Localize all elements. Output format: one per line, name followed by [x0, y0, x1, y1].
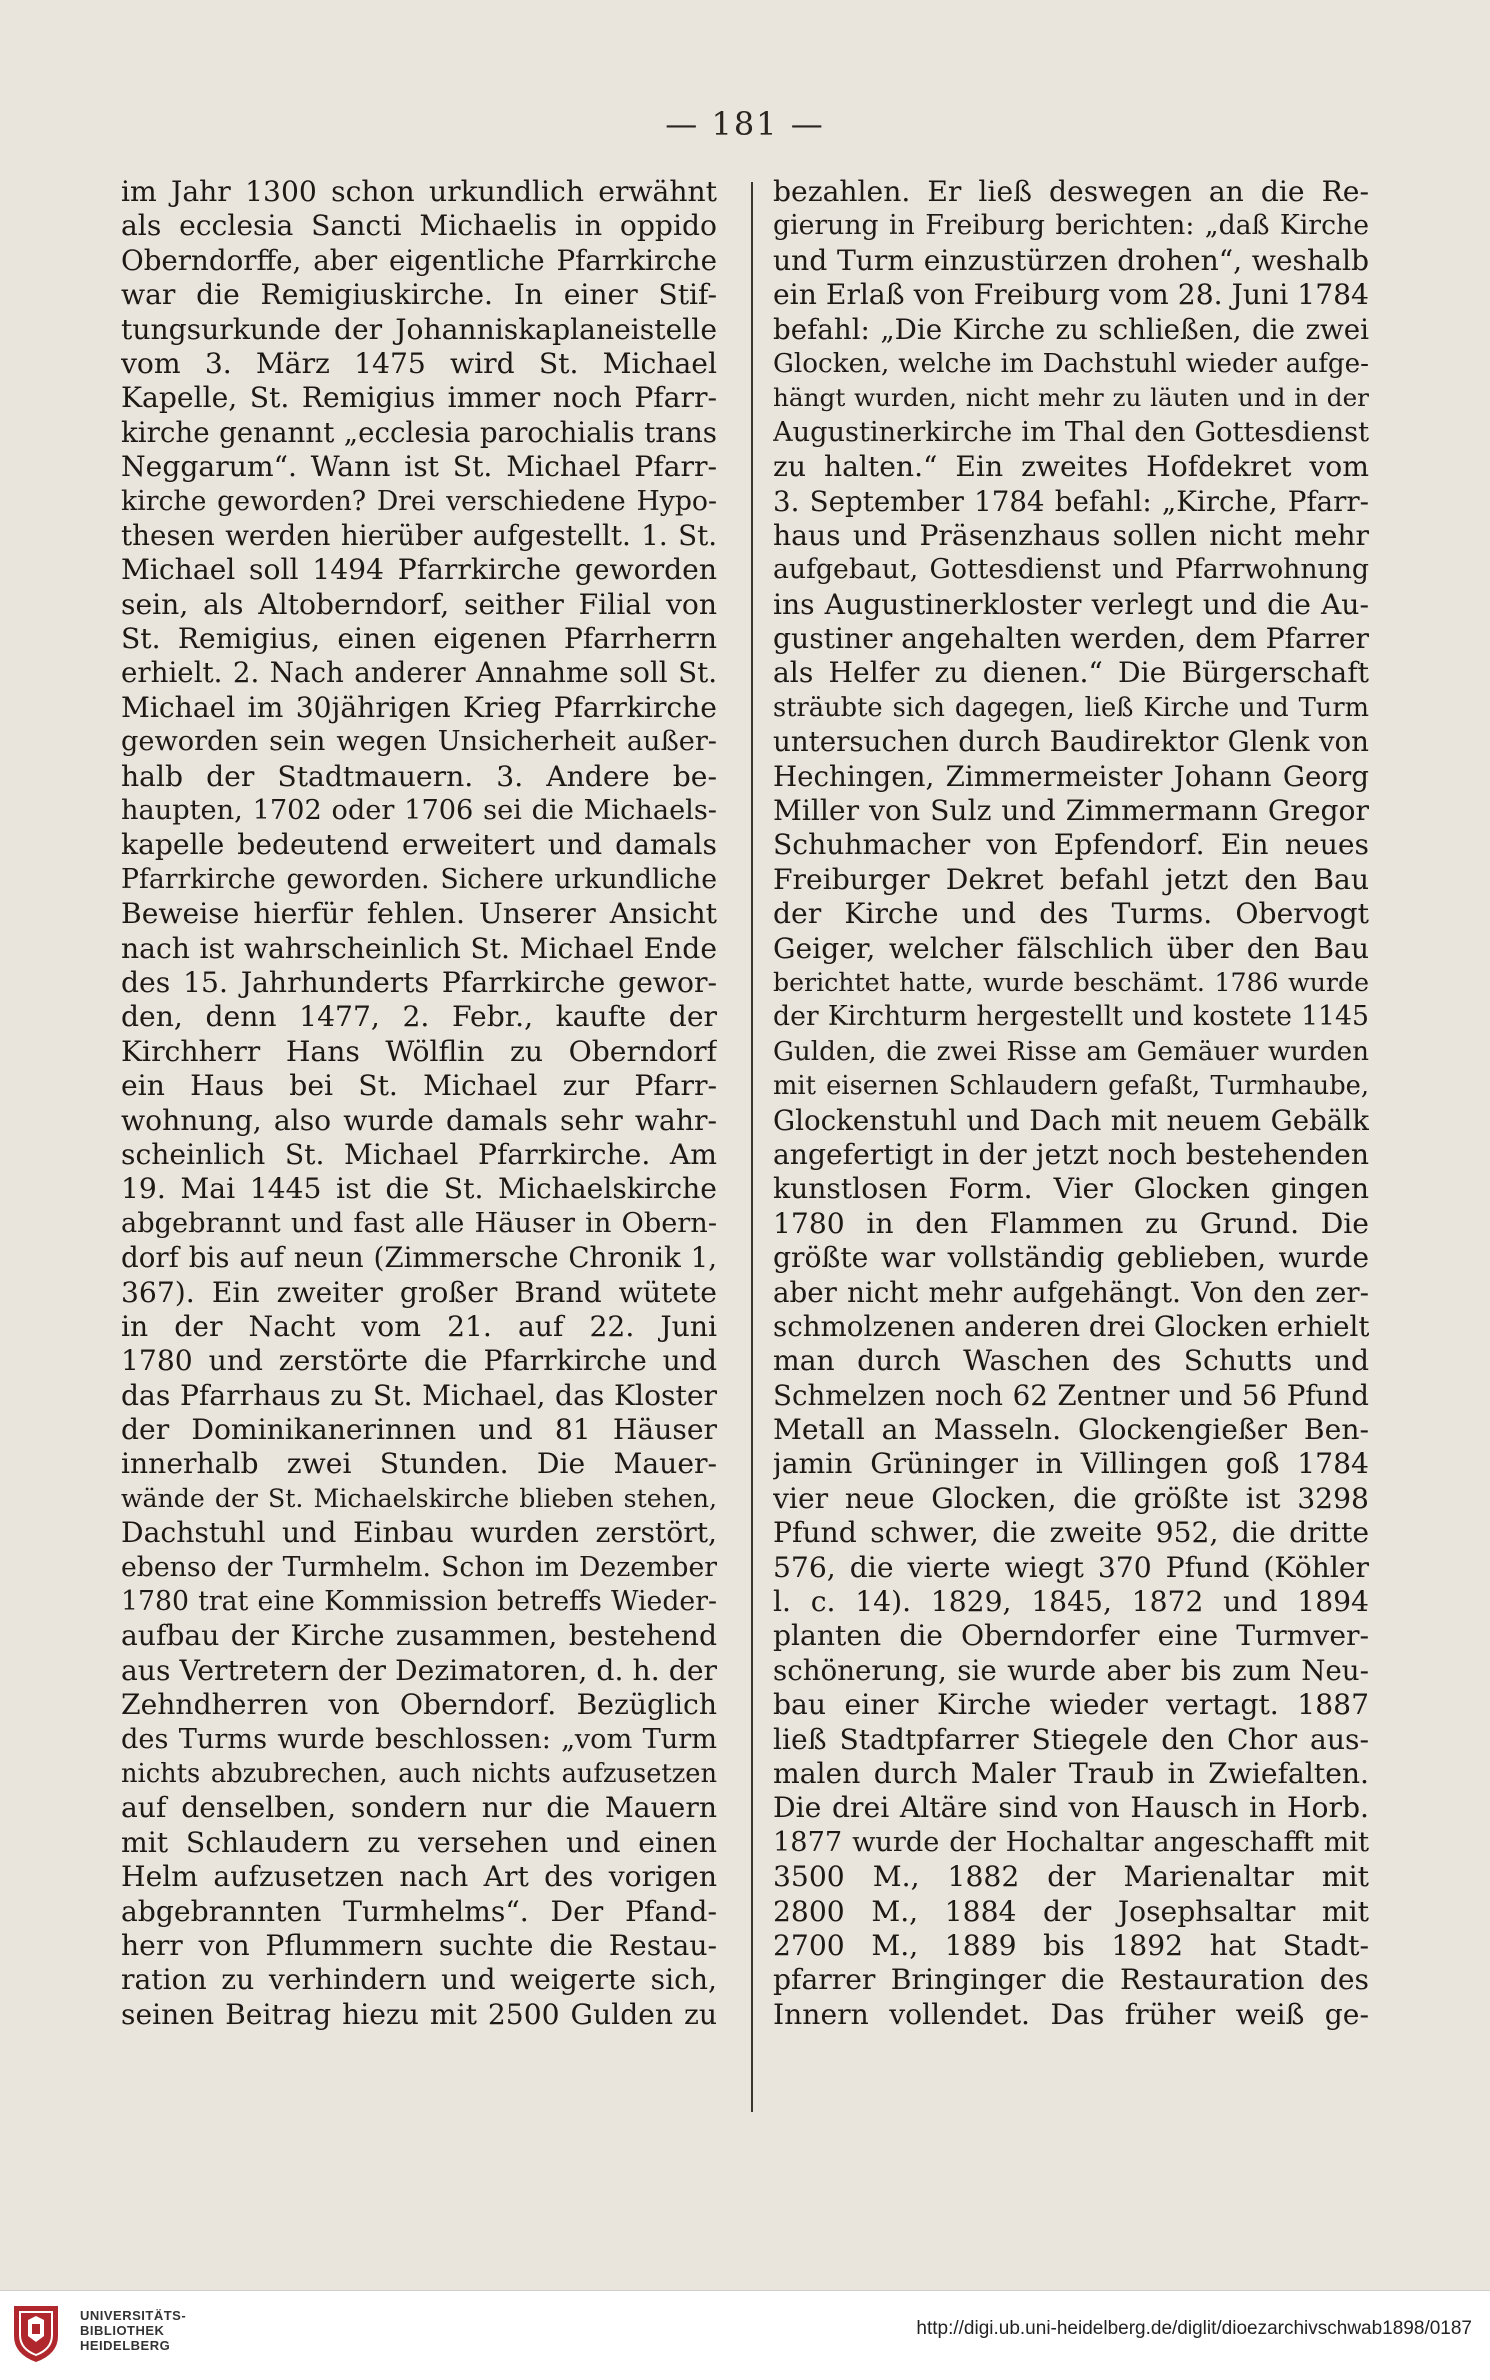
text-line: sein, als Altoberndorf, seither Filial von — [121, 587, 717, 621]
library-name-line: UNIVERSITÄTS- — [80, 2308, 187, 2323]
text-line: Innern vollendet. Das früher weiß ge- — [773, 1997, 1369, 2031]
text-line: aber nicht mehr aufgehängt. Von den zer- — [773, 1275, 1369, 1309]
text-line: Zehndherren von Oberndorf. Bezüglich — [121, 1688, 717, 1722]
permalink-url[interactable]: http://digi.ub.uni-heidelberg.de/diglit/dioezarchivschwab1898/0187 — [916, 2318, 1472, 2339]
text-line: ließ Stadtpfarrer Stiegele den Chor aus- — [773, 1722, 1369, 1756]
text-line: angefertigt in der jetzt noch bestehenden — [773, 1137, 1369, 1171]
text-line: pfarrer Bringinger die Restauration des — [773, 1963, 1369, 1997]
text-line: gierung in Freiburg berichten: „daß Kirche — [773, 210, 1369, 242]
text-line: 2800 M., 1884 der Josephsaltar mit — [773, 1894, 1369, 1928]
text-line: ins Augustinerkloster verlegt und die Au- — [773, 587, 1369, 621]
text-line: 1780 trat eine Kommission betreffs Wieder- — [121, 1586, 717, 1618]
text-line: Neggarum“. Wann ist St. Michael Pfarr- — [121, 450, 717, 484]
text-line: St. Remigius, einen eigenen Pfarrherrn — [121, 622, 717, 656]
library-name-line: HEIDELBERG — [80, 2338, 171, 2353]
text-line: Freiburger Dekret befahl jetzt den Bau — [773, 862, 1369, 896]
text-line: nichts abzubrechen, auch nichts aufzusetzen — [121, 1758, 717, 1789]
text-line: Kirchherr Hans Wölflin zu Oberndorf — [121, 1034, 717, 1068]
text-line: seinen Beitrag hiezu mit 2500 Gulden zu — [121, 1997, 717, 2031]
text-line: mit Schlaudern zu versehen und einen — [121, 1825, 717, 1859]
text-line: aufgebaut, Gottesdienst und Pfarrwohnung — [773, 554, 1369, 586]
text-line: wände der St. Michaelskirche blieben stehen, — [121, 1483, 717, 1513]
library-name-line: BIBLIOTHEK — [80, 2323, 165, 2338]
text-line: gustiner angehalten werden, dem Pfarrer — [773, 622, 1369, 656]
text-line: Augustinerkirche im Thal den Gottesdienst — [773, 416, 1369, 448]
university-library-seal-icon — [10, 2302, 62, 2364]
text-line: halb der Stadtmauern. 3. Andere be- — [121, 759, 717, 793]
text-line: 3. September 1784 befahl: „Kirche, Pfarr- — [773, 484, 1369, 518]
text-line: vier neue Glocken, die größte ist 3298 — [773, 1481, 1369, 1515]
text-line: tungsurkunde der Johanniskaplaneistelle — [121, 312, 717, 346]
text-line: untersuchen durch Baudirektor Glenk von — [773, 725, 1369, 759]
text-line: des Turms wurde beschlossen: „vom Turm — [121, 1723, 717, 1755]
text-line: thesen werden hierüber aufgestellt. 1. St. — [121, 518, 717, 552]
text-line: Beweise hierfür fehlen. Unserer Ansicht — [121, 897, 717, 931]
text-line: Schmelzen noch 62 Zentner und 56 Pfund — [773, 1378, 1369, 1412]
text-line: schmolzenen anderen drei Glocken erhielt — [773, 1309, 1369, 1343]
text-line: im Jahr 1300 schon urkundlich erwähnt — [121, 175, 717, 208]
text-line: jamin Grüninger in Villingen goß 1784 — [773, 1447, 1369, 1481]
text-line: als Helfer zu dienen.“ Die Bürgerschaft — [773, 656, 1369, 690]
text-line: Gulden, die zwei Risse am Gemäuer wurden — [773, 1036, 1369, 1067]
text-line: haupten, 1702 oder 1706 sei die Michaels- — [121, 795, 717, 827]
text-line: und Turm einzustürzen drohen“, weshalb — [773, 243, 1369, 277]
text-line: aufbau der Kirche zusammen, bestehend — [121, 1619, 717, 1653]
text-line: Glocken, welche im Dachstuhl wieder aufge- — [773, 348, 1369, 379]
text-line: kunstlosen Form. Vier Glocken gingen — [773, 1172, 1369, 1206]
text-line: l. c. 14). 1829, 1845, 1872 und 1894 — [773, 1585, 1369, 1619]
text-line: 1877 wurde der Hochaltar angeschafft mit — [773, 1826, 1369, 1858]
text-line: berichtet hatte, wurde beschämt. 1786 wurde — [773, 967, 1369, 997]
text-line: 1780 in den Flammen zu Grund. Die — [773, 1206, 1369, 1240]
text-line: Metall an Masseln. Glockengießer Ben- — [773, 1413, 1369, 1447]
text-line: auf denselben, sondern nur die Mauern — [121, 1791, 717, 1825]
text-line: aus Vertretern der Dezimatoren, d. h. der — [121, 1653, 717, 1687]
text-line: zu halten.“ Ein zweites Hofdekret vom — [773, 450, 1369, 484]
text-line: Glockenstuhl und Dach mit neuem Gebälk — [773, 1103, 1369, 1137]
text-line: malen durch Maler Traub in Zwiefalten. — [773, 1756, 1369, 1790]
library-name — [80, 2308, 280, 2353]
text-line: 1780 und zerstörte die Pfarrkirche und — [121, 1344, 717, 1378]
page-number: — 181 — — [665, 105, 825, 143]
text-line: war die Remigiuskirche. In einer Stif- — [121, 278, 717, 312]
text-line: schönerung, sie wurde aber bis zum Neu- — [773, 1653, 1369, 1687]
text-line: kirche geworden? Drei verschiedene Hypo- — [121, 485, 717, 517]
text-line: 3500 M., 1882 der Marienaltar mit — [773, 1860, 1369, 1894]
text-line: Hechingen, Zimmermeister Johann Georg — [773, 759, 1369, 793]
text-line: Kapelle, St. Remigius immer noch Pfarr- — [121, 381, 717, 415]
text-line: 367). Ein zweiter großer Brand wütete — [121, 1275, 717, 1309]
text-line: ration zu verhindern und weigerte sich, — [121, 1963, 717, 1997]
text-line: wohnung, also wurde damals sehr wahr- — [121, 1103, 717, 1137]
text-line: erhielt. 2. Nach anderer Annahme soll St. — [121, 656, 717, 690]
text-line: kirche genannt „ecclesia parochialis trans — [121, 415, 717, 449]
text-line: der Dominikanerinnen und 81 Häuser — [121, 1413, 717, 1447]
text-line: vom 3. März 1475 wird St. Michael — [121, 346, 717, 380]
text-line: ebenso der Turmhelm. Schon im Dezember — [121, 1551, 717, 1583]
text-line: den, denn 1477, 2. Febr., kaufte der — [121, 1000, 717, 1034]
text-line: der Kirche und des Turms. Obervogt — [773, 897, 1369, 931]
text-line: planten die Oberndorfer eine Turmver- — [773, 1619, 1369, 1653]
text-line: abgebrannt und fast alle Häuser in Obern- — [121, 1207, 717, 1239]
text-line: Geiger, welcher fälschlich über den Bau — [773, 931, 1369, 965]
text-line: geworden sein wegen Unsicherheit außer- — [121, 726, 717, 758]
text-line: als ecclesia Sancti Michaelis in oppido — [121, 209, 717, 243]
text-line: abgebrannten Turmhelms“. Der Pfand- — [121, 1894, 717, 1928]
text-line: befahl: „Die Kirche zu schließen, die zwei — [773, 312, 1369, 346]
text-line: bau einer Kirche wieder vertagt. 1887 — [773, 1688, 1369, 1722]
text-line: scheinlich St. Michael Pfarrkirche. Am — [121, 1137, 717, 1171]
text-line: herr von Pflummern suchte die Restau- — [121, 1928, 717, 1962]
text-line: mit eisernen Schlaudern gefaßt, Turmhaube, — [773, 1071, 1369, 1102]
text-line: der Kirchturm hergestellt und kostete 1145 — [773, 1001, 1369, 1033]
text-line: hängt wurden, nicht mehr zu läuten und in der — [773, 383, 1369, 413]
text-line: kapelle bedeutend erweitert und damals — [121, 828, 717, 862]
text-line: Schuhmacher von Epfendorf. Ein neues — [773, 828, 1369, 862]
text-line: haus und Präsenzhaus sollen nicht mehr — [773, 518, 1369, 552]
text-line: Pfarrkirche geworden. Sichere urkundliche — [121, 863, 717, 895]
text-line: 2700 M., 1889 bis 1892 hat Stadt- — [773, 1928, 1369, 1962]
text-line: Oberndorffe, aber eigentliche Pfarrkirche — [121, 243, 717, 277]
text-line: Helm aufzusetzen nach Art des vorigen — [121, 1860, 717, 1894]
text-line: in der Nacht vom 21. auf 22. Juni — [121, 1309, 717, 1343]
column-divider — [751, 182, 753, 2112]
left-text-column — [121, 175, 717, 2135]
text-line: innerhalb zwei Stunden. Die Mauer- — [121, 1447, 717, 1481]
right-text-column — [773, 175, 1369, 2135]
text-line: Michael im 30jährigen Krieg Pfarrkirche — [121, 690, 717, 724]
text-line: dorf bis auf neun (Zimmersche Chronik 1, — [121, 1241, 717, 1275]
text-line: man durch Waschen des Schutts und — [773, 1344, 1369, 1378]
text-line: des 15. Jahrhunderts Pfarrkirche gewor- — [121, 965, 717, 999]
text-line: Pfund schwer, die zweite 952, die dritte — [773, 1516, 1369, 1550]
text-line: das Pfarrhaus zu St. Michael, das Kloster — [121, 1378, 717, 1412]
text-line: ein Erlaß von Freiburg vom 28. Juni 1784 — [773, 278, 1369, 312]
text-line: Miller von Sulz und Zimmermann Gregor — [773, 794, 1369, 828]
text-line: Michael soll 1494 Pfarrkirche geworden — [121, 553, 717, 587]
text-line: 19. Mai 1445 ist die St. Michaelskirche — [121, 1172, 717, 1206]
text-line: 576, die vierte wiegt 370 Pfund (Köhler — [773, 1550, 1369, 1584]
text-line: Die drei Altäre sind von Hausch in Horb. — [773, 1791, 1369, 1825]
text-line: ein Haus bei St. Michael zur Pfarr- — [121, 1069, 717, 1103]
text-line: größte war vollständig geblieben, wurde — [773, 1241, 1369, 1275]
text-line: Dachstuhl und Einbau wurden zerstört, — [121, 1516, 717, 1550]
text-line: sträubte sich dagegen, ließ Kirche und Turm — [773, 692, 1369, 723]
text-line: bezahlen. Er ließ deswegen an die Re- — [773, 175, 1369, 208]
text-line: nach ist wahrscheinlich St. Michael Ende — [121, 931, 717, 965]
